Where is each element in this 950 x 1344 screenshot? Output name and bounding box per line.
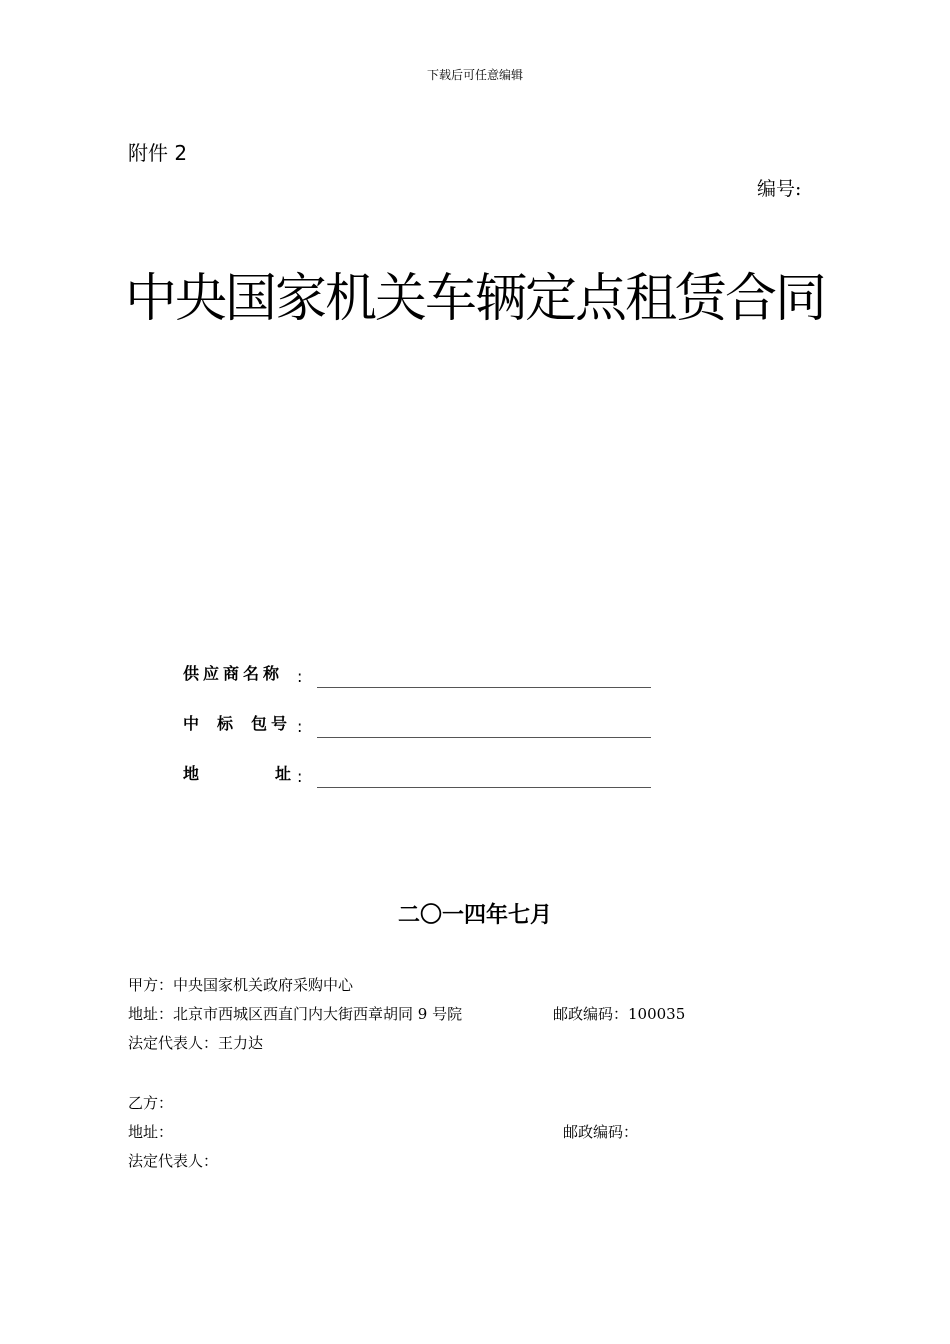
contract-date: 二〇一四年七月 bbox=[397, 903, 552, 928]
bid-package-label-part-3: 包号 bbox=[250, 714, 291, 733]
bid-package-label bbox=[183, 711, 291, 734]
contract-number-label: 编号: bbox=[757, 178, 802, 200]
party-a-representative: 法定代表人：王力达 bbox=[128, 1034, 264, 1052]
supplier-name-colon: : bbox=[297, 667, 303, 686]
supplier-name-label: 供应商名称 bbox=[183, 664, 284, 683]
party-a-address: 地址：北京市西城区西直门内大街西章胡同 9 号院 bbox=[128, 1005, 463, 1023]
party-a-postcode: 邮政编码：100035 bbox=[553, 1005, 686, 1023]
attachment-label: 附件 2 bbox=[128, 141, 188, 165]
party-b-representative: 法定代表人： bbox=[128, 1152, 219, 1170]
header-note: 下载后可任意编辑 bbox=[426, 68, 523, 82]
address-label-part-1: 地 bbox=[183, 764, 200, 783]
bid-package-label-part-2: 标 bbox=[216, 714, 233, 733]
address-colon: : bbox=[297, 767, 303, 786]
supplier-name-field bbox=[183, 658, 653, 688]
party-b-name: 乙方： bbox=[128, 1094, 174, 1112]
party-b-postcode: 邮政编码： bbox=[563, 1123, 639, 1141]
contract-title: 中央国家机关车辆定点租赁合同 bbox=[124, 269, 825, 329]
supplier-name-blank-line bbox=[317, 687, 651, 688]
bid-package-colon: : bbox=[297, 717, 303, 736]
bid-package-field bbox=[183, 708, 653, 738]
address-blank-line bbox=[317, 787, 651, 788]
address-label bbox=[183, 761, 291, 784]
party-a-name: 甲方：中央国家机关政府采购中心 bbox=[128, 976, 354, 994]
bid-package-blank-line bbox=[317, 737, 651, 738]
party-b-address: 地址： bbox=[128, 1123, 174, 1141]
address-label-part-2: 址 bbox=[274, 764, 291, 783]
address-field bbox=[183, 758, 653, 788]
bid-package-label-part-1: 中 bbox=[183, 714, 200, 733]
